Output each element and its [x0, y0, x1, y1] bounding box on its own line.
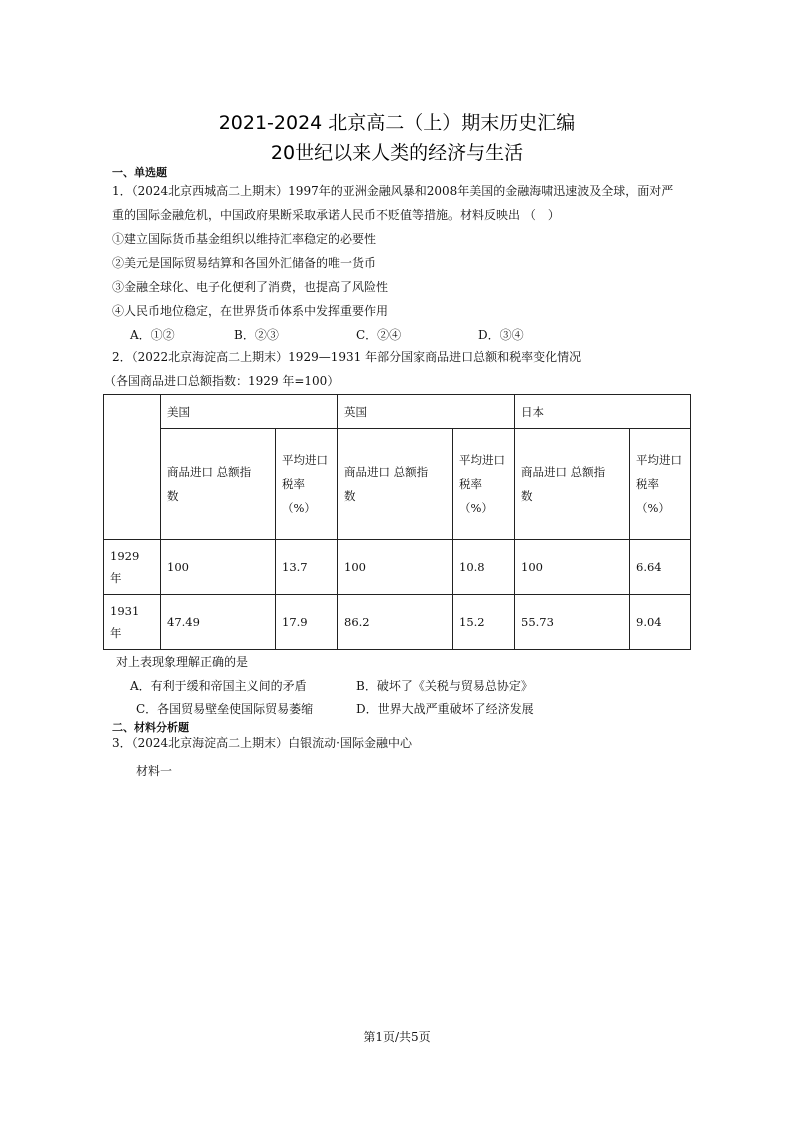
- table-header-tariff-rate: 平均进口税率（%）: [276, 429, 338, 540]
- section-heading-material-analysis: 二、材料分析题: [112, 721, 189, 734]
- table-cell: 15.2: [453, 595, 515, 650]
- page-footer: 第1页/共5页: [363, 1030, 431, 1044]
- document-title: 2021-2024 北京高二（上）期末历史汇编: [218, 112, 576, 134]
- table-cell: 55.73: [515, 595, 630, 650]
- question-1-statement-3: ③金融全球化、电子化便利了消费，也提高了风险性: [112, 280, 389, 294]
- question-1-stem-line2: 重的国际金融危机，中国政府果断采取承诺人民币不贬值等措施。材料反映出 （ ）: [112, 208, 560, 222]
- document-subtitle: 20世纪以来人类的经济与生活: [270, 142, 524, 164]
- table-row: [104, 595, 691, 650]
- table-cell: 100: [161, 540, 276, 595]
- question-2-option-d: D．世界大战严重破坏了经济发展: [356, 702, 534, 716]
- table-cell: 13.7: [276, 540, 338, 595]
- question-2-option-a: A．有利于缓和帝国主义间的矛盾: [130, 679, 307, 693]
- question-1-option-d: D．③④: [478, 328, 524, 342]
- question-1-option-a: A．①②: [130, 328, 175, 342]
- table-header-import-index: 商品进口 总额指数: [338, 429, 453, 540]
- question-1-statement-4: ④人民币地位稳定，在世界货币体系中发挥重要作用: [112, 304, 389, 318]
- question-1-statement-1: ①建立国际货币基金组织以维持汇率稳定的必要性: [112, 232, 377, 246]
- table-cell: 100: [515, 540, 630, 595]
- table-header-import-index: 商品进口 总额指数: [515, 429, 630, 540]
- question-2-stem: 2．（2022北京海淀高二上期末）1929—1931 年部分国家商品进口总额和税率变化情况: [112, 350, 582, 364]
- question-1-option-c: C．②④: [356, 328, 402, 342]
- table-header-country-us: 美国: [161, 395, 338, 429]
- table-header-row-countries: [104, 395, 691, 429]
- question-2-option-c: C．各国贸易壁垒使国际贸易萎缩: [136, 702, 314, 716]
- table-header-tariff-rate: 平均进口税率（%）: [453, 429, 515, 540]
- table-cell: 6.64: [630, 540, 691, 595]
- table-row: [104, 540, 691, 595]
- section-heading-single-choice: 一、单选题: [112, 166, 167, 179]
- table-header-import-index: 商品进口 总额指数: [161, 429, 276, 540]
- table-header-country-japan: 日本: [515, 395, 691, 429]
- question-1-statement-2: ②美元是国际贸易结算和各国外汇储备的唯一货币: [112, 256, 377, 270]
- table-header-country-uk: 英国: [338, 395, 515, 429]
- table-corner-cell: [104, 395, 161, 540]
- table-cell: 100: [338, 540, 453, 595]
- table-cell-year: 1929年: [104, 540, 161, 595]
- question-1-option-b: B．②③: [234, 328, 279, 342]
- table-cell: 47.49: [161, 595, 276, 650]
- table-cell: 86.2: [338, 595, 453, 650]
- import-tariff-table: [103, 394, 691, 650]
- question-1-stem-line1: 1．（2024北京西城高二上期末）1997年的亚洲金融风暴和2008年美国的金融海啸迅速波及全球，面对严: [112, 184, 674, 198]
- table-cell: 17.9: [276, 595, 338, 650]
- question-2-option-b: B．破坏了《关税与贸易总协定》: [356, 679, 533, 693]
- question-2-table-note: （各国商品进口总额指数：1929 年=100）: [104, 374, 340, 388]
- table-cell-year: 1931年: [104, 595, 161, 650]
- table-cell: 10.8: [453, 540, 515, 595]
- question-3-stem: 3．（2024北京海淀高二上期末）白银流动·国际金融中心: [112, 736, 412, 750]
- table-cell: 9.04: [630, 595, 691, 650]
- question-2-prompt: 对上表现象理解正确的是: [116, 655, 249, 669]
- table-header-row-metrics: [104, 429, 691, 540]
- question-3-material-label: 材料一: [136, 764, 173, 778]
- table-header-tariff-rate: 平均进口税率（%）: [630, 429, 691, 540]
